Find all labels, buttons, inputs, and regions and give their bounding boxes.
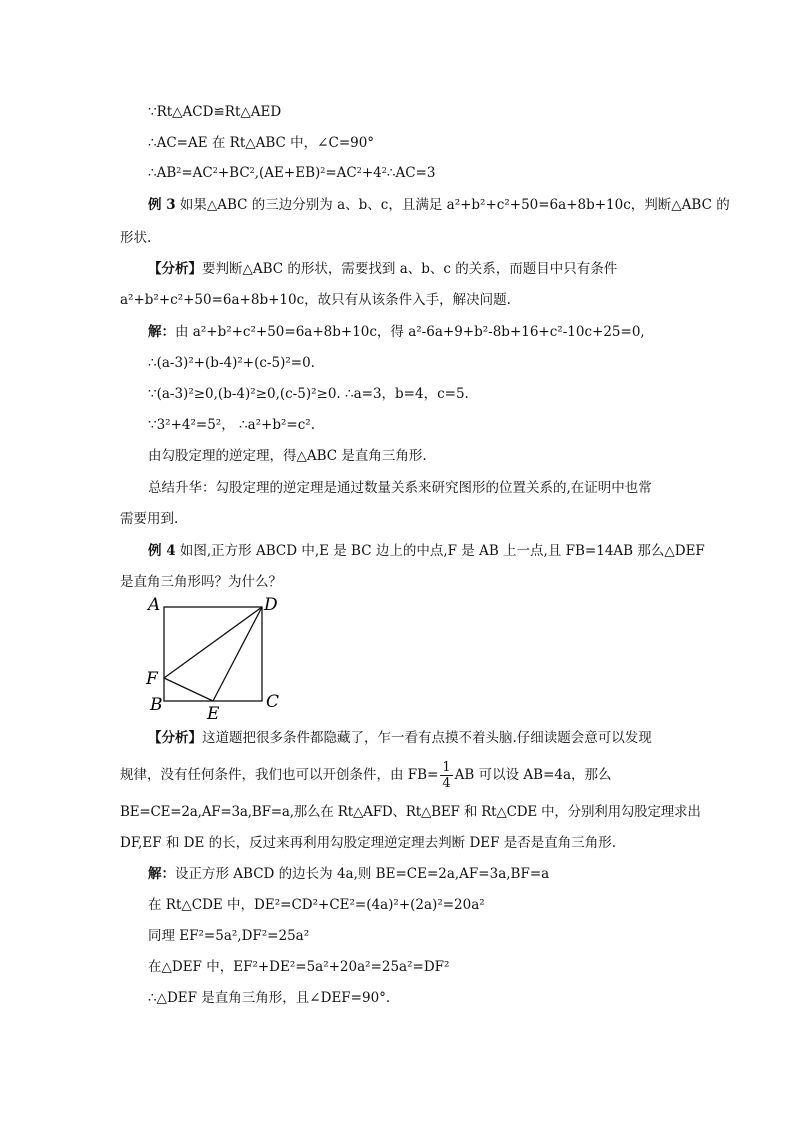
text-line: ∵3²+4²=5²， ∴a²+b²=c². bbox=[148, 417, 315, 433]
text-line: 形状. bbox=[120, 230, 152, 246]
text-line: ∴(a-3)²+(b-4)²+(c-5)²=0. bbox=[148, 355, 315, 371]
text-line: BE=CE=2a,AF=3a,BF=a,那么在 Rt△AFD、Rt△BEF 和 Rt△CDE 中，分别利用勾股定理求出 bbox=[120, 804, 701, 820]
label-d: D bbox=[264, 595, 278, 615]
text-line: ∴△DEF 是直角三角形，且∠DEF=90°. bbox=[148, 990, 391, 1006]
text-line: 规律，没有任何条件，我们也可以开创条件，由 FB= $\frac{1}{4}$ AB 可以设 AB=4a，那么 bbox=[120, 760, 612, 791]
text-line: DF,EF 和 DE 的长，反过来再利用勾股定理逆定理去判断 DEF 是否是直角三角形. bbox=[120, 835, 617, 851]
segment-ed bbox=[213, 607, 262, 701]
solution-3: 解：由 a²+b²+c²+50=6a+8b+10c，得 a²-6a+9+b²-8b+16+c²-10c+25=0, bbox=[148, 324, 645, 340]
text-line: 是直角三角形吗？为什么？ bbox=[120, 574, 282, 590]
text-line: ∴AC=AE 在 Rt△ABC 中，∠C=90° bbox=[148, 135, 375, 151]
fraction-one-quarter: $\frac{1}{4}$ bbox=[442, 760, 451, 791]
text-line: 在△DEF 中，EF²+DE²=5a²+20a²=25a²=DF² bbox=[148, 959, 450, 975]
label-c: C bbox=[266, 692, 280, 712]
example-3-heading: 例 3 如果△ABC 的三边分别为 a、b、c，且满足 a²+b²+c²+50=6a+8b+10c，判断△ABC 的 bbox=[148, 197, 730, 213]
square-figure bbox=[140, 592, 300, 724]
example-4-heading: 例 4 如图,正方形 ABCD 中,E 是 BC 边上的中点,F 是 AB 上一点,且 FB=14AB 那么△DEF bbox=[148, 543, 705, 559]
solution-4: 解：设正方形 ABCD 的边长为 4a,则 BE=CE=2a,AF=3a,BF=a bbox=[148, 866, 550, 882]
text-line: 在 Rt△CDE 中，DE²=CD²+CE²=(4a)²+(2a)²=20a² bbox=[148, 897, 485, 913]
text-line: ∵Rt△ACD≌Rt△AED bbox=[148, 104, 282, 120]
segment-fe bbox=[164, 678, 213, 701]
segment-fd bbox=[164, 607, 262, 678]
text-line: 由勾股定理的逆定理，得△ABC 是直角三角形. bbox=[148, 448, 427, 464]
text-line: a²+b²+c²+50=6a+8b+10c，故只有从该条件入手，解决问题. bbox=[120, 292, 511, 308]
text-line: ∵(a-3)²≥0,(b-4)²≥0,(c-5)²≥0. ∴a=3，b=4，c=5. bbox=[148, 386, 469, 402]
text-line: $\therefore AB^2=AC^2+BC^2,(AE+EB)^2=AC^2+4^2\therefore AC=3$ bbox=[148, 165, 436, 181]
label-b: B bbox=[150, 695, 163, 715]
analysis-4: 【分析】这道题把很多条件都隐藏了，乍一看有点摸不着头脑.仔细读题会意可以发现 bbox=[148, 730, 652, 746]
summary-text: 总结升华：勾股定理的逆定理是通过数量关系来研究图形的位置关系的,在证明中也常 bbox=[148, 480, 652, 496]
label-e: E bbox=[207, 704, 220, 724]
label-a: A bbox=[148, 595, 161, 615]
label-f: F bbox=[146, 669, 158, 689]
square-abcd bbox=[164, 607, 262, 701]
text-line: 同理 EF²=5a²,DF²=25a² bbox=[148, 928, 310, 944]
analysis-3: 【分析】要判断△ABC 的形状，需要找到 a、b、c 的关系，而题目中只有条件 bbox=[148, 261, 618, 277]
text-line: 需要用到. bbox=[120, 511, 179, 527]
